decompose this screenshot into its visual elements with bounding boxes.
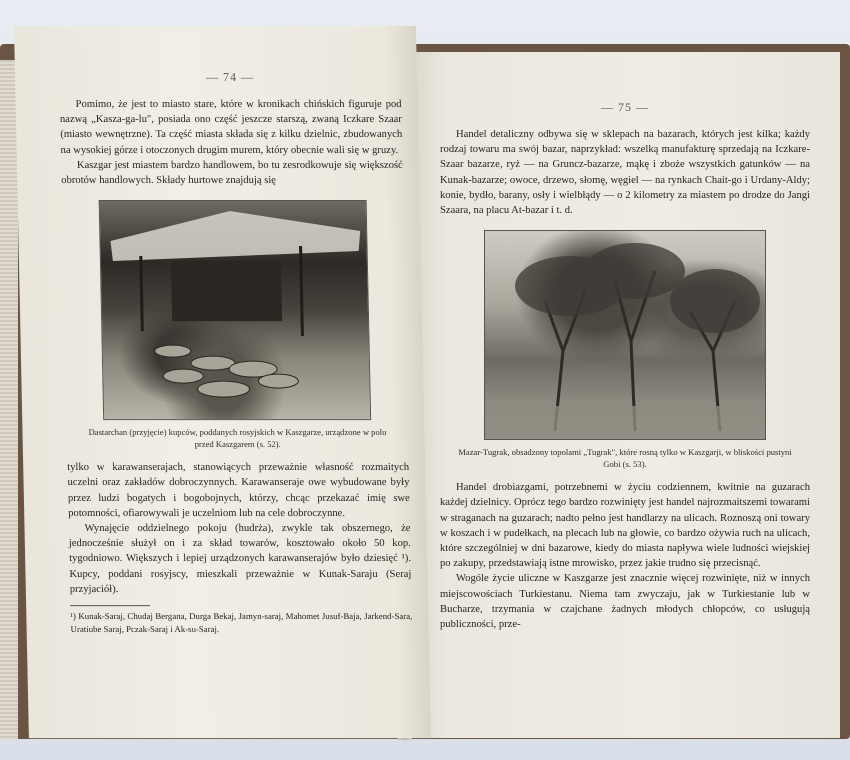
paragraph: tylko w karawanserajach, stanowiących przeważnie własność rozmaitych uczelni oraz zakładów dobroczynnych. Karawanseraje owe wybudowane były przez ludzi bogatych i bogobojnych, którzy, chcąc przekazać imię swe potomności, ofiarowywali je uczelniom lub na cele dobroczynne.: [67, 462, 410, 519]
photograph-mazar-tugrak: [484, 230, 766, 440]
paragraph: Handel detaliczny odbywa się w sklepach na bazarach, których jest kilka; każdy rodzaj towaru ma swój bazar, naprzykład: wszelką manufakturę sprzedają na Iczkare-Szaar bazarze, ryż — na Gruncz-bazarze, mąkę i zboże wszystkich gatunków — na Kunak-bazarze; owoce, drzewo, słomę, węgiel — na rynkach Chait-go i Urdany-Aldy; konie, bydło, barany, osły i wielbłądy — o 2 kilometry za miastem po drodze do Jangi Szaara, na placu At-bazar i t. d.: [440, 129, 810, 217]
page-edges: [0, 60, 18, 740]
footnote: ¹) Kunak-Saraj, Chudaj Bergana, Durga Bekaj, Jamyn-saraj, Mahomet Jusuf-Baja, Jarkend-Sara, Uratiube Saraj, Pczak-Saraj i Ak-su-Saraj.: [70, 611, 413, 634]
paragraph: Pomimo, że jest to miasto stare, które w kronikach chińskich figuruje pod nazwą „Kasza-ga-lu", posiada ono część jeszcze starszą, zwaną Iczkare Szaar (miasto wewnętrzne). Ta część miasta składa się z kilku dzielnic, zbudowanych na wysokiej górze i otoczonych drugim murem, który obecnie wali się w gruzy.: [59, 99, 403, 156]
page-number: — 75 —: [601, 100, 649, 114]
footnote-divider: [70, 605, 150, 606]
trees-illustration: [485, 231, 766, 440]
paragraph: Wogóle życie uliczne w Kaszgarze jest znacznie więcej rozwinięte, niż w innych miejscowościach Turkiestanu. Niema tam zwyczaju, jak w Turkiestanie lub w Bucharze, trzymania w czajchane żadnych młodych chłopców, co usługują publiczności, prze-: [440, 573, 810, 631]
paragraph: Wynajęcie oddzielnego pokoju (hudrża), zwykle tak obszernego, że jednocześnie służył on i za skład towarów, kosztowało około 50 kop. tygodniowo. Większych i lepiej urządzonych karawanserajów było dziesięć ¹). Kupcy, poddani rosyjscy, mieszkali przeważnie w Kunak-Saraju (Seraj przyjaciół).: [68, 523, 412, 595]
photograph-dastarchan: [99, 200, 372, 420]
paragraph: Handel drobiazgami, potrzebnemi w życiu codziennem, kwitnie na guzarach każdej dzielnicy. Oprócz tego bardzo rozwinięty jest handel najrozmaitszemi towarami w straganach na guzarach; nadto pełno jest handlarzy na ulicach. Roznoszą oni towary w koszach i w pudełkach, na plecach lub na głowie, co bardzo ożywia ruch na ulicach, które szczególniej w dni bazarowe, kiedy do miasta napływa wiele ludności wiejskiej po zakupy, przedstawiają istne mrowisko, przez jakie trudno się przecisnąć.: [440, 482, 810, 570]
left-page: [14, 26, 431, 738]
photo-caption: Mazar-Tugrak, obsadzony topolami „Tugrak", które rosną tylko w Kaszgarji, w bliskości pustyni Gobi (s. 53).: [458, 447, 792, 470]
page-number: — 74 —: [205, 70, 255, 85]
paragraph: Kaszgar jest miastem bardzo handlowem, bo tu zesrodkowuje się większość obrotów handlowych. Składy hurtowe znajdują się: [61, 159, 403, 187]
right-page: [402, 52, 840, 738]
photo-caption: Dastarchan (przyjęcie) kupców, poddanych rosyjskich w Kaszgarze, urządzone w polu przed Kaszgarem (s. 52).: [88, 427, 387, 450]
market-illustration: [100, 201, 372, 420]
